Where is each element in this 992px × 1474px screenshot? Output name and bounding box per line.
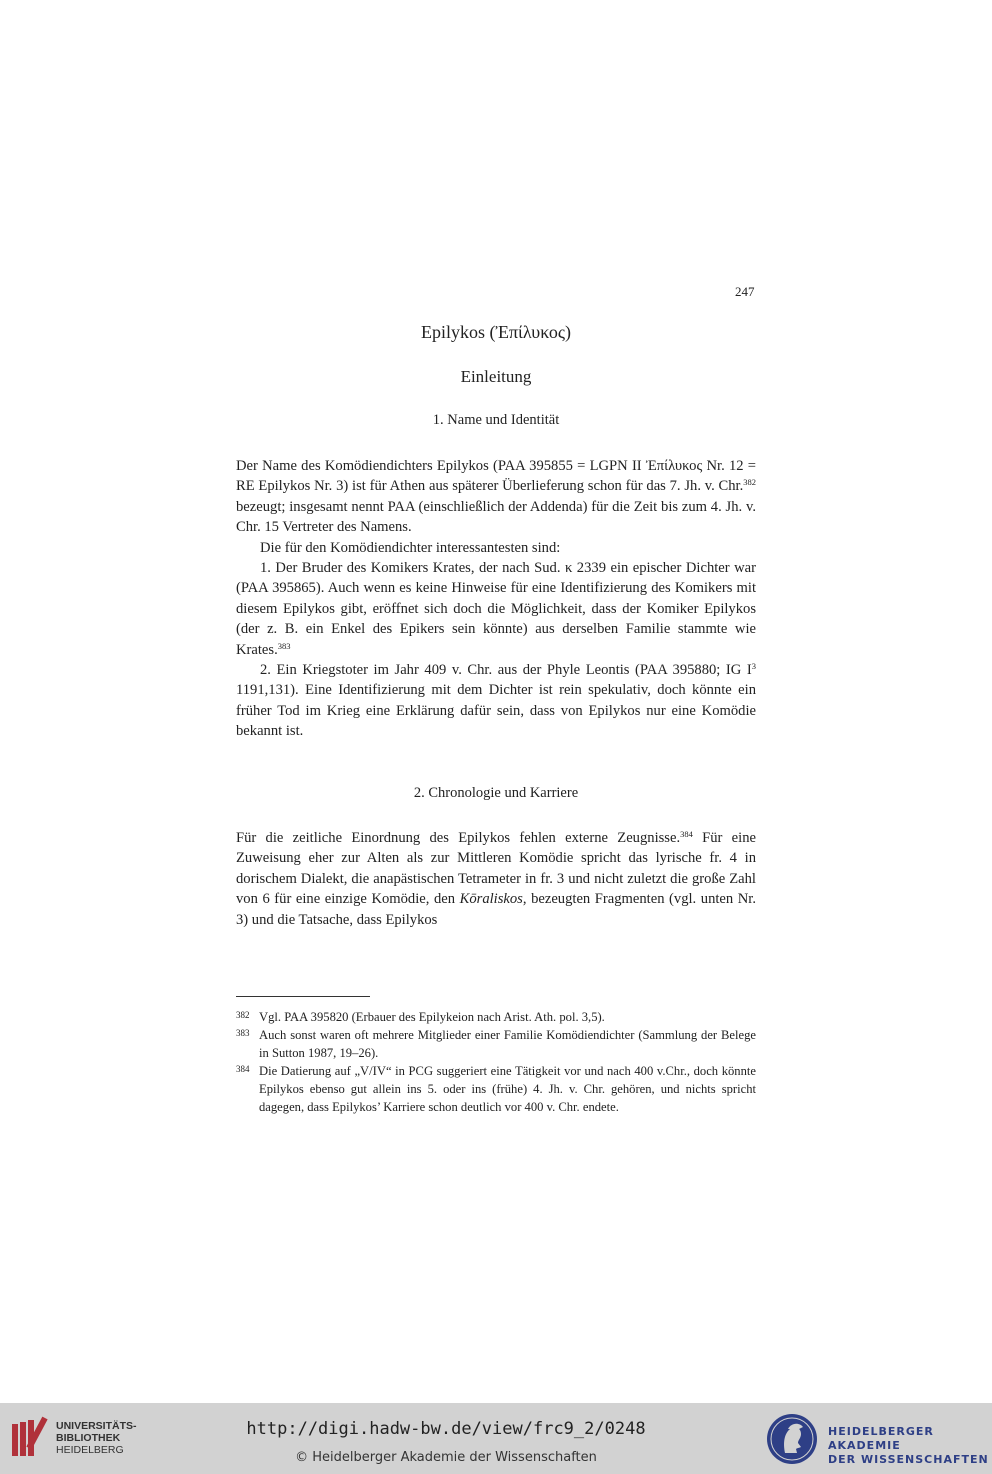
footnote — [236, 1026, 756, 1062]
footnote-rule — [236, 996, 370, 997]
section-heading-2: 2. Chronologie und Karriere — [413, 785, 579, 801]
footnote-number: 384 — [236, 1064, 250, 1074]
text-run: 1191,131). Eine Identifizierung mit dem Dichter ist rein spekulativ, doch könnte ein früher Tod im Krieg eine Erklärung dafür sein, dass von Epilykos nur eine Komödie bekannt ist. — [236, 682, 756, 740]
academy-logo-line-1: HEIDELBERGER AKADEMIE — [828, 1425, 934, 1452]
paragraph — [236, 558, 756, 660]
footnote-ref: 383 — [277, 640, 291, 651]
text-run: Für eine Zuweisung eher zur Alten als zur Mittleren Komödie spricht das lyrische fr. 4 in dorischem Dialekt, die anapästischen Tetrameter in fr. 3 und nicht zuletzt die große Zahl von 6 für eine einzige Komödie, den — [236, 830, 756, 908]
page-title: Epilykos (Ἐπίλυκος) — [420, 322, 571, 342]
text-run: 2. Ein Kriegstoter im Jahr 409 v. Chr. aus der Phyle Leontis (PAA 395880; IG I — [260, 662, 752, 679]
footnote — [236, 1008, 756, 1026]
permalink-url[interactable]: http://digi.hadw-bw.de/view/frc9_2/0248 — [246, 1419, 646, 1439]
italic-title: Kōraliskos — [459, 891, 523, 908]
page-subtitle: Einleitung — [460, 367, 532, 386]
text-run: bezeugt; insgesamt nennt PAA (einschließlich der Addenda) für die Zeit bis zum 4. Jh. v. Chr. 15 Vertreter des Namens. — [236, 498, 756, 536]
academy-logo-line-2: DER WISSENSCHAFTEN — [828, 1453, 989, 1466]
section-heading-1: 1. Name und Identität — [432, 412, 560, 428]
text-run: Für die zeitliche Einordnung des Epilykos fehlen externe Zeugnisse. — [236, 830, 681, 846]
page-number: 247 — [735, 284, 755, 299]
paragraph — [236, 456, 756, 538]
library-logo-line-3: HEIDELBERG — [56, 1444, 124, 1456]
text-run: , bezeugten Fragmenten (vgl. unten Nr. 3) und die Tatsache, dass Epilykos — [236, 891, 756, 928]
footnote-ref: 384 — [680, 829, 693, 839]
academy-logo-text — [828, 1425, 992, 1467]
text-run: Der Name des Komödiendichters Epilykos (PAA 395855 = LGPN II Ἐπίλυκος Nr. 12 = RE Epilykos Nr. 3) ist für Athen aus späterer Überlieferung schon für das 7. Jh. v. Chr. — [236, 458, 756, 495]
text-run: 1. Der Bruder des Komikers Krates, der nach Sud. κ 2339 ein epischer Dichter war (PAA 395865). Auch wenn es keine Hinweise für eine Identifizierung des Komikers mit diesem Epilykos gibt, eröffnet sich doch die Möglichkeit, dass der Komiker Epilykos (der z. B. ein Enkel des Epikers sein könnte) aus derselben Familie stammte wie Krates. — [236, 560, 756, 658]
section-body-1 — [236, 456, 756, 742]
footnote-number: 382 — [236, 1010, 250, 1020]
paragraph — [236, 660, 756, 742]
footnote-number: 383 — [236, 1028, 250, 1038]
footer-bar — [0, 1403, 992, 1474]
paragraph — [236, 538, 756, 558]
paragraph — [236, 828, 756, 930]
copyright-notice: © Heidelberger Akademie der Wissenschaften — [295, 1450, 597, 1465]
athena-seal-icon — [766, 1413, 818, 1465]
footnotes — [236, 1008, 756, 1116]
footnote-text: Die Datierung auf „V/IV“ in PCG suggeriert eine Tätigkeit vor und nach 400 v.Chr., doch könnte Epilykos ebenso gut allein ins 5. oder ins (frühe) 4. Jh. v. Chr. gehören, und nichts spricht dagegen, dass Epilykos’ Karriere schon deutlich vor 400 v. Chr. endete. — [259, 1064, 756, 1114]
footnote — [236, 1062, 756, 1116]
text-run: Die für den Komödiendichter interessantesten sind: — [260, 539, 561, 556]
footnote-text: Auch sonst waren oft mehrere Mitglieder einer Familie Komödiendichter (Sammlung der Belege in Sutton 1987, 19–26). — [259, 1028, 756, 1060]
footnote-ref: 382 — [743, 477, 756, 488]
library-logo-line-1: UNIVERSITÄTS- — [56, 1420, 137, 1432]
footnote-text: Vgl. PAA 395820 (Erbauer des Epilykeion nach Arist. Ath. pol. 3,5). — [259, 1010, 605, 1024]
section-body-2 — [236, 828, 756, 930]
library-logo-line-2: BIBLIOTHEK — [56, 1432, 121, 1444]
footnote-ref: 3 — [751, 661, 756, 672]
